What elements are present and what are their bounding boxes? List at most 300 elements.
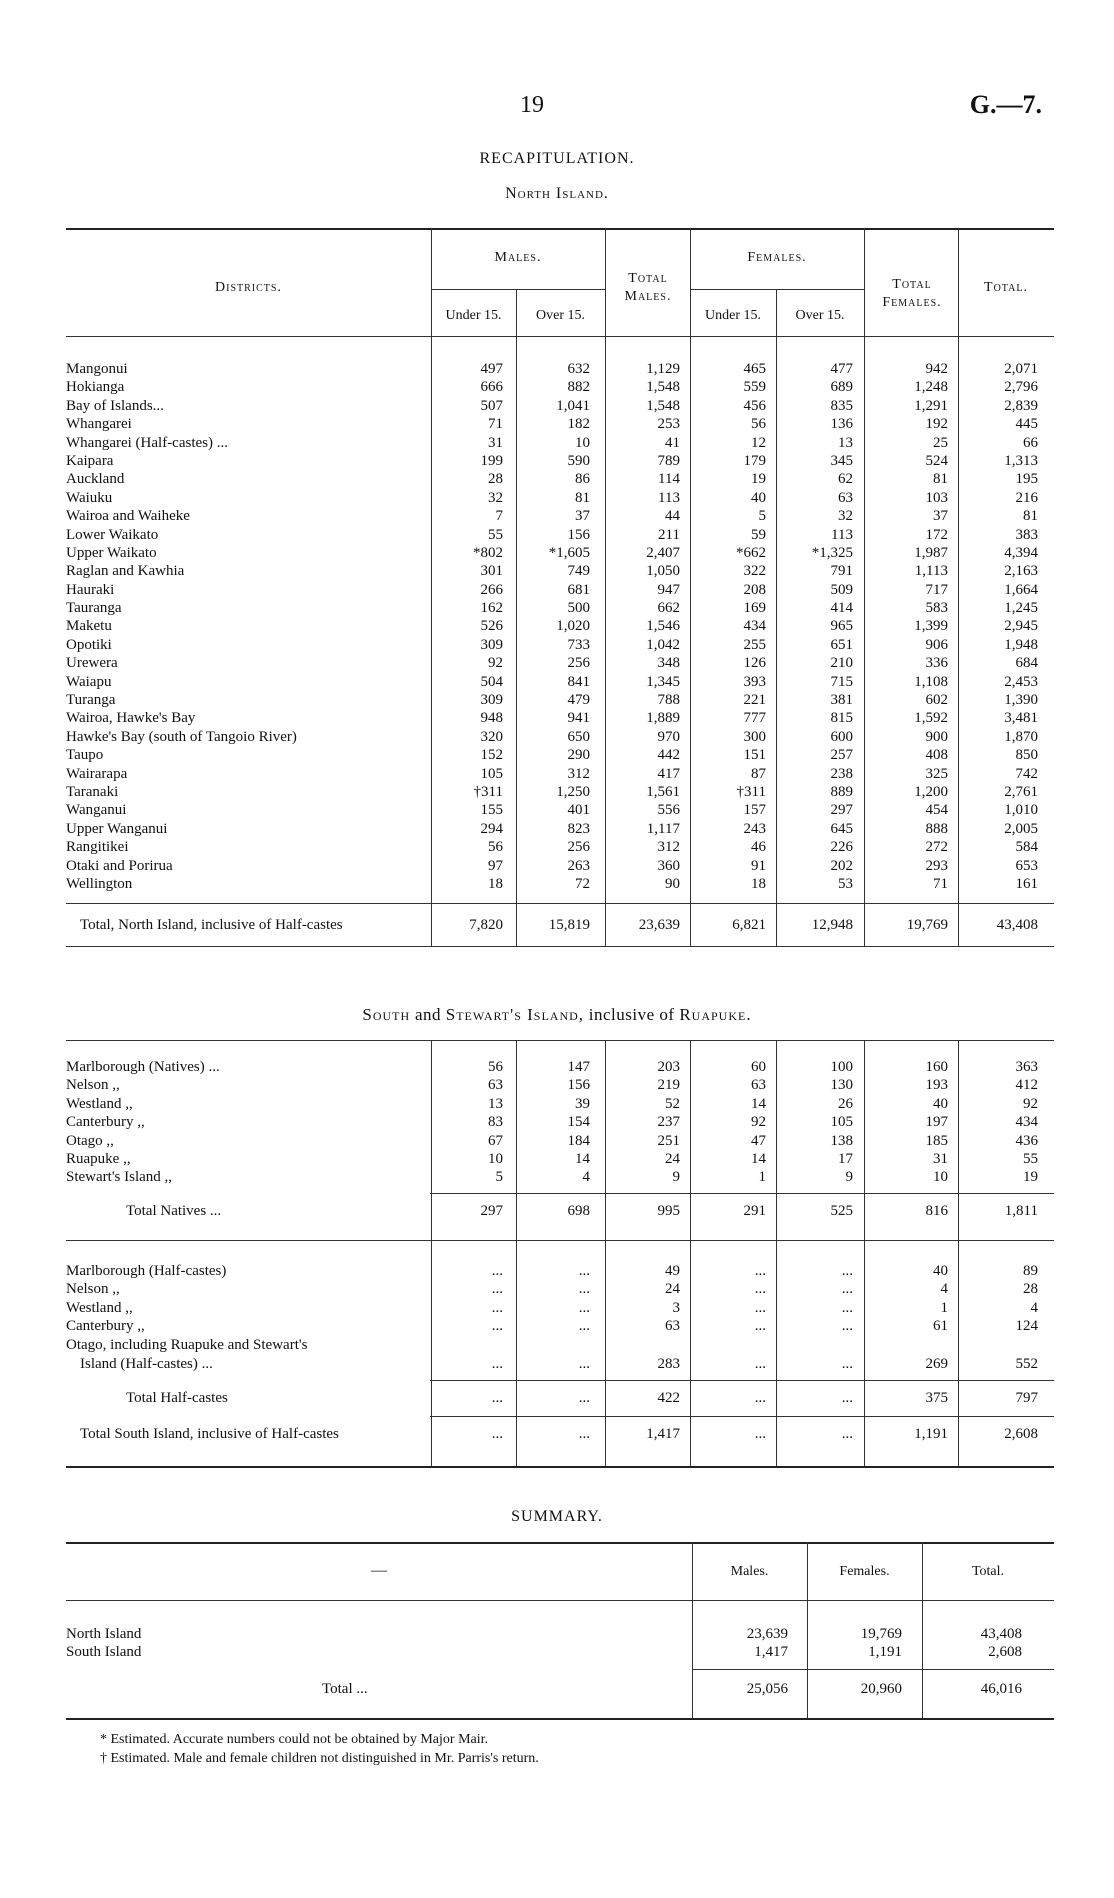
cell-total-males: 63 xyxy=(665,1318,680,1335)
row-label: Ruapuke ,, xyxy=(66,1150,131,1167)
females-under15-header: Under 15. xyxy=(705,308,761,323)
cell-males-over15: 841 xyxy=(567,673,590,690)
cell-females-under15: 255 xyxy=(743,636,766,653)
table-row xyxy=(66,1280,1054,1298)
summary-rows xyxy=(66,1625,1054,1662)
summary-cell: 25,056 xyxy=(746,1681,788,1697)
cell-males-over15: 72 xyxy=(575,875,590,892)
cell-males-over15: 37 xyxy=(575,508,590,525)
cell-total-females: 602 xyxy=(925,692,948,709)
total-natives-row xyxy=(66,1202,1054,1224)
row-label: Nelson ,, xyxy=(66,1281,120,1298)
half-total-rule xyxy=(430,1380,1054,1381)
cell-total: 2,945 xyxy=(1004,618,1038,635)
cell-total-males: 3 xyxy=(672,1299,680,1316)
otago-half-caste-row xyxy=(66,1355,1054,1373)
cell-males-under15: ... xyxy=(491,1263,503,1279)
cell-total-females: 942 xyxy=(925,361,948,377)
row-label: Waiapu xyxy=(66,673,112,690)
cell-total-females: 40 xyxy=(933,1095,948,1112)
cell-females-under15: 777 xyxy=(743,710,766,727)
cell-total-males: 417 xyxy=(657,765,680,782)
cell-total-males: 947 xyxy=(657,581,680,598)
cell-males-under15: ... xyxy=(491,1426,503,1442)
cell-males-over15: 4 xyxy=(582,1169,590,1186)
cell-total-males: 312 xyxy=(657,839,680,856)
cell-males-over15: 823 xyxy=(567,820,590,837)
cell-total: 195 xyxy=(1015,471,1038,488)
cell-females-over15: 130 xyxy=(830,1077,853,1094)
cell-total-males: 360 xyxy=(657,857,680,874)
row-label: Auckland xyxy=(66,471,125,488)
cell-females-over15: 113 xyxy=(831,526,853,543)
cell-males-under15: ... xyxy=(491,1390,503,1406)
cell-males-under15: 504 xyxy=(480,673,503,690)
row-label: Upper Waikato xyxy=(66,544,157,561)
table-row xyxy=(66,470,1054,488)
row-label: Westland ,, xyxy=(66,1095,133,1112)
cell-total-males: 90 xyxy=(665,875,680,892)
cell-males-under15: 7,820 xyxy=(469,917,503,933)
otago-half-line1: Otago, including Ruapuke and Stewart's xyxy=(66,1337,308,1353)
table-row xyxy=(66,1132,1054,1150)
cell-females-under15: 14 xyxy=(751,1095,766,1112)
row-label: Taupo xyxy=(66,747,104,764)
north-total-rule xyxy=(66,903,1054,904)
row-label: Otaki and Porirua xyxy=(66,857,173,874)
table-row xyxy=(66,1076,1054,1094)
row-label: Hokianga xyxy=(66,379,125,396)
cell-total-males: 1,117 xyxy=(646,820,680,837)
cell-females-over15: 525 xyxy=(830,1203,853,1219)
cell-total: 1,870 xyxy=(1004,728,1038,745)
cell-males-over15: 290 xyxy=(567,747,590,764)
cell-females-over15: 600 xyxy=(830,728,853,745)
cell-total: 89 xyxy=(1023,1263,1038,1279)
cell-males-over15: 941 xyxy=(567,710,590,727)
cell-males-under15: 32 xyxy=(488,489,503,506)
cell-males-under15: 199 xyxy=(480,452,503,469)
cell-males-over15: 733 xyxy=(567,636,590,653)
table-row xyxy=(66,507,1054,525)
summary-cell: 43,408 xyxy=(980,1626,1022,1642)
footnote-estimated: * Estimated. Accurate numbers could not be obtained by Major Mair. xyxy=(100,1732,489,1747)
cell-total-males: 1,889 xyxy=(646,710,680,727)
summary-cell: 23,639 xyxy=(746,1626,788,1642)
cell-total-females: 1 xyxy=(940,1299,948,1316)
cell-females-under15: 87 xyxy=(751,765,766,782)
cell-total: 1,664 xyxy=(1004,581,1038,598)
table-row xyxy=(66,838,1054,856)
cell-males-under15: 497 xyxy=(480,361,503,377)
cell-total-females: 1,987 xyxy=(914,544,948,561)
row-label: Total Natives ... xyxy=(126,1203,222,1219)
cell-total-males: 1,548 xyxy=(646,397,680,414)
cell-females-over15: 715 xyxy=(830,673,853,690)
south-island-heading: South and Stewart's Island, inclusive of Ruapuke. xyxy=(362,1005,752,1024)
cell-total-males: 24 xyxy=(665,1281,680,1298)
cell-males-over15: ... xyxy=(578,1356,590,1372)
table-row xyxy=(66,1150,1054,1168)
cell-total-females: 192 xyxy=(925,416,948,433)
cell-females-under15: 179 xyxy=(743,452,766,469)
cell-males-under15: 162 xyxy=(480,600,503,617)
table-row xyxy=(66,1389,1054,1407)
cell-females-under15: ... xyxy=(754,1390,766,1406)
table-row xyxy=(66,1168,1054,1186)
cell-males-over15: 263 xyxy=(567,857,590,874)
summary-top-rule xyxy=(66,1542,1054,1544)
cell-males-over15: ... xyxy=(578,1318,590,1335)
table-row xyxy=(66,709,1054,727)
cell-males-over15: 1,041 xyxy=(556,397,590,414)
cell-total: 552 xyxy=(1015,1356,1038,1372)
cell-females-over15: 414 xyxy=(830,600,853,617)
cell-males-over15: *1,605 xyxy=(548,544,590,561)
cell-females-under15: ... xyxy=(754,1281,766,1298)
cell-total-females: 1,191 xyxy=(914,1426,948,1442)
cell-total-males: 251 xyxy=(657,1132,680,1149)
total-half-castes-row xyxy=(66,1389,1054,1411)
cell-total: 684 xyxy=(1015,655,1038,672)
cell-males-under15: ... xyxy=(491,1299,503,1316)
cell-females-over15: 26 xyxy=(838,1095,853,1112)
cell-total-females: 1,108 xyxy=(914,673,948,690)
cell-males-over15: 14 xyxy=(575,1150,590,1167)
cell-males-under15: 152 xyxy=(480,747,503,764)
cell-total-males: 662 xyxy=(657,600,680,617)
cell-males-over15: ... xyxy=(578,1426,590,1442)
table-row xyxy=(66,526,1054,544)
table-row xyxy=(66,1425,1054,1443)
cell-total-females: 172 xyxy=(925,526,948,543)
summary-dash: — xyxy=(371,1562,387,1579)
cell-males-over15: ... xyxy=(578,1281,590,1298)
cell-females-over15: 509 xyxy=(830,581,853,598)
cell-total-males: 1,548 xyxy=(646,379,680,396)
cell-males-over15: ... xyxy=(578,1299,590,1316)
males-sub-rule xyxy=(431,289,605,290)
table-row xyxy=(66,783,1054,801)
cell-females-over15: 202 xyxy=(830,857,853,874)
cell-females-over15: ... xyxy=(841,1318,853,1335)
summary-row xyxy=(66,1625,1054,1643)
cell-total: 2,608 xyxy=(1004,1426,1038,1442)
cell-males-over15: 650 xyxy=(567,728,590,745)
cell-females-under15: 393 xyxy=(743,673,766,690)
table-row xyxy=(66,599,1054,617)
cell-total: 3,481 xyxy=(1004,710,1038,727)
cell-total-females: 160 xyxy=(925,1059,948,1075)
row-label: Wanganui xyxy=(66,802,127,819)
row-label: Maketu xyxy=(66,618,112,635)
cell-females-under15: 92 xyxy=(751,1114,766,1131)
cell-females-over15: 53 xyxy=(838,875,853,892)
cell-total: 1,245 xyxy=(1004,600,1038,617)
cell-males-under15: 309 xyxy=(480,636,503,653)
north-bottom-rule xyxy=(66,946,1054,947)
cell-total-males: 422 xyxy=(657,1390,680,1406)
cell-total-females: 81 xyxy=(933,471,948,488)
summary-row-label: South Island xyxy=(66,1644,142,1661)
cell-males-over15: 1,250 xyxy=(556,783,590,800)
table-row xyxy=(66,765,1054,783)
cell-males-under15: 294 xyxy=(480,820,503,837)
cell-females-over15: ... xyxy=(841,1263,853,1279)
cell-total: 2,453 xyxy=(1004,673,1038,690)
cell-total-males: 1,050 xyxy=(646,563,680,580)
cell-males-over15: 256 xyxy=(567,839,590,856)
cell-total: 2,005 xyxy=(1004,820,1038,837)
summary-cell: 1,191 xyxy=(868,1644,902,1661)
cell-total-males: 41 xyxy=(665,434,680,451)
natives-total-rule xyxy=(430,1193,1054,1194)
row-label: Lower Waikato xyxy=(66,526,159,543)
row-label: Rangitikei xyxy=(66,839,129,856)
cell-males-over15: 749 xyxy=(567,563,590,580)
row-label: Wairoa and Waiheke xyxy=(66,508,190,525)
cell-total: 2,761 xyxy=(1004,783,1038,800)
cell-females-under15: 14 xyxy=(751,1150,766,1167)
table-row xyxy=(66,1299,1054,1317)
table-row xyxy=(66,452,1054,470)
table-row xyxy=(66,1113,1054,1131)
cell-females-over15: 297 xyxy=(830,802,853,819)
row-label: Bay of Islands... xyxy=(66,397,164,414)
summary-cell: 19,769 xyxy=(860,1626,902,1642)
cell-total-females: 583 xyxy=(925,600,948,617)
row-label: Whangarei xyxy=(66,416,132,433)
row-label: Raglan and Kawhia xyxy=(66,563,185,580)
north-island-rows xyxy=(66,360,1054,893)
males-under15-header: Under 15. xyxy=(445,308,502,323)
summary-cell: 2,608 xyxy=(988,1644,1022,1661)
summary-header-rule xyxy=(66,1600,1054,1601)
cell-males-over15: 156 xyxy=(567,1077,590,1094)
summary-females-header: Females. xyxy=(839,1564,890,1579)
cell-females-over15: 345 xyxy=(830,452,853,469)
row-label: Canterbury ,, xyxy=(66,1318,145,1335)
cell-total-males: 44 xyxy=(665,508,680,525)
cell-males-under15: *802 xyxy=(473,544,503,561)
cell-males-under15: 5 xyxy=(495,1169,503,1186)
row-label: Total Half-castes xyxy=(126,1390,228,1406)
cell-total: 412 xyxy=(1015,1077,1038,1094)
north-island-heading: North Island. xyxy=(505,185,609,202)
cell-total-females: 375 xyxy=(925,1390,948,1406)
cell-total-females: 25 xyxy=(933,434,948,451)
cell-males-under15: 666 xyxy=(480,379,503,396)
row-label: Marlborough (Half-castes) xyxy=(66,1263,227,1279)
cell-total: 363 xyxy=(1015,1059,1038,1075)
cell-females-under15: ... xyxy=(754,1299,766,1316)
row-label: Hauraki xyxy=(66,581,115,598)
cell-females-under15: 151 xyxy=(743,747,766,764)
table-row xyxy=(66,691,1054,709)
cell-males-under15: 28 xyxy=(488,471,503,488)
cell-total-males: 23,639 xyxy=(638,917,680,933)
cell-females-under15: 126 xyxy=(743,655,766,672)
cell-females-under15: 12 xyxy=(751,434,766,451)
cell-total-females: 61 xyxy=(933,1318,948,1335)
row-label: Taranaki xyxy=(66,783,119,800)
cell-males-under15: 155 xyxy=(480,802,503,819)
cell-total-males: 113 xyxy=(658,489,680,506)
cell-females-over15: ... xyxy=(841,1356,853,1372)
cell-females-under15: 221 xyxy=(743,692,766,709)
cell-total-females: 1,113 xyxy=(914,563,948,580)
cell-total-males: 348 xyxy=(657,655,680,672)
cell-total: 797 xyxy=(1015,1390,1038,1406)
cell-females-under15: ... xyxy=(754,1318,766,1335)
cell-females-under15: 18 xyxy=(751,875,766,892)
cell-total: 2,071 xyxy=(1004,361,1038,377)
cell-males-under15: 301 xyxy=(480,563,503,580)
cell-females-under15: 157 xyxy=(743,802,766,819)
cell-total-females: 185 xyxy=(925,1132,948,1149)
cell-total: 434 xyxy=(1015,1114,1038,1131)
cell-total-females: 717 xyxy=(925,581,948,598)
cell-total-males: 237 xyxy=(657,1114,680,1131)
cell-total-females: 900 xyxy=(925,728,948,745)
cell-males-over15: 10 xyxy=(575,434,590,451)
cell-total: 66 xyxy=(1023,434,1038,451)
cell-males-over15: 81 xyxy=(575,489,590,506)
cell-total-females: 19,769 xyxy=(906,917,948,933)
cell-total-females: 1,291 xyxy=(914,397,948,414)
table-row xyxy=(66,378,1054,396)
cell-total-males: 114 xyxy=(658,471,680,488)
cell-males-over15: 1,020 xyxy=(556,618,590,635)
cell-total: 28 xyxy=(1023,1281,1038,1298)
cell-total: 43,408 xyxy=(996,917,1038,933)
cell-females-over15: 13 xyxy=(838,434,853,451)
table-row xyxy=(66,1095,1054,1113)
cell-total: 445 xyxy=(1015,416,1038,433)
cell-females-under15: 91 xyxy=(751,857,766,874)
cell-females-over15: 32 xyxy=(838,508,853,525)
cell-total-females: 31 xyxy=(933,1150,948,1167)
cell-females-under15: 46 xyxy=(751,839,766,856)
summary-total-row xyxy=(66,1680,1054,1702)
cell-total-females: 272 xyxy=(925,839,948,856)
cell-total-males: 2,407 xyxy=(646,544,680,561)
cell-total-males: 995 xyxy=(657,1203,680,1219)
table-row xyxy=(66,397,1054,415)
cell-total-males: 788 xyxy=(657,692,680,709)
cell-females-over15: 791 xyxy=(830,563,853,580)
cell-females-over15: 136 xyxy=(830,416,853,433)
males-over15-header: Over 15. xyxy=(536,308,585,323)
table-row xyxy=(66,489,1054,507)
row-label: Canterbury ,, xyxy=(66,1114,145,1131)
cell-females-over15: 651 xyxy=(830,636,853,653)
cell-total: 216 xyxy=(1015,489,1038,506)
cell-total: 1,390 xyxy=(1004,692,1038,709)
row-label: Mangonui xyxy=(66,361,128,377)
cell-males-under15: 10 xyxy=(488,1150,503,1167)
cell-females-under15: 456 xyxy=(743,397,766,414)
row-label: Hawke's Bay (south of Tangoio River) xyxy=(66,728,297,745)
cell-males-over15: 147 xyxy=(567,1059,590,1075)
table-row xyxy=(66,916,1054,934)
cell-males-under15: 56 xyxy=(488,1059,503,1075)
cell-males-under15: 63 xyxy=(488,1077,503,1094)
cell-females-under15: 59 xyxy=(751,526,766,543)
summary-cell: 46,016 xyxy=(980,1681,1022,1697)
females-sub-rule xyxy=(690,289,864,290)
cell-total: 4,394 xyxy=(1004,544,1038,561)
row-label: Urewera xyxy=(66,655,118,672)
table-row xyxy=(66,673,1054,691)
summary-males-header: Males. xyxy=(730,1564,769,1579)
cell-total-males: 52 xyxy=(665,1095,680,1112)
north-total-row xyxy=(66,916,1054,938)
cell-males-over15: 500 xyxy=(567,600,590,617)
cell-females-under15: 300 xyxy=(743,728,766,745)
cell-males-over15: 632 xyxy=(567,361,590,377)
cell-total-females: 269 xyxy=(925,1356,948,1372)
cell-total-females: 816 xyxy=(925,1203,948,1219)
cell-total: 850 xyxy=(1015,747,1038,764)
cell-total: 4 xyxy=(1030,1299,1038,1316)
cell-males-over15: 15,819 xyxy=(548,917,590,933)
cell-females-under15: 291 xyxy=(743,1203,766,1219)
cell-males-over15: 401 xyxy=(567,802,590,819)
cell-total: 2,796 xyxy=(1004,379,1038,396)
cell-males-under15: 83 xyxy=(488,1114,503,1131)
south-bottom-rule xyxy=(66,1466,1054,1468)
summary-row xyxy=(66,1643,1054,1661)
cell-males-under15: 7 xyxy=(495,508,503,525)
cell-males-over15: 590 xyxy=(567,452,590,469)
cell-females-under15: 434 xyxy=(743,618,766,635)
row-label: Opotiki xyxy=(66,636,112,653)
cell-total: 92 xyxy=(1023,1095,1038,1112)
cell-males-over15: 312 xyxy=(567,765,590,782)
cell-females-over15: *1,325 xyxy=(811,544,853,561)
row-label: Total South Island, inclusive of Half-castes xyxy=(80,1426,339,1442)
cell-females-under15: ... xyxy=(754,1356,766,1372)
row-label: Nelson ,, xyxy=(66,1077,120,1094)
cell-total-females: 293 xyxy=(925,857,948,874)
cell-males-under15: 92 xyxy=(488,655,503,672)
cell-females-over15: 17 xyxy=(838,1150,853,1167)
cell-males-under15: 948 xyxy=(480,710,503,727)
cell-males-over15: ... xyxy=(578,1390,590,1406)
row-label: Island (Half-castes) ... xyxy=(80,1356,213,1372)
table-row xyxy=(66,636,1054,654)
cell-females-over15: 381 xyxy=(830,692,853,709)
table-row xyxy=(66,1262,1054,1280)
summary-total-header: Total. xyxy=(971,1564,1005,1579)
cell-total: 161 xyxy=(1015,875,1038,892)
cell-males-over15: 256 xyxy=(567,655,590,672)
row-label: Wairarapa xyxy=(66,765,128,782)
cell-total: 124 xyxy=(1015,1318,1038,1335)
cell-total-males: 203 xyxy=(657,1059,680,1075)
cell-total-females: 193 xyxy=(925,1077,948,1094)
table-row xyxy=(66,562,1054,580)
cell-total-females: 1,248 xyxy=(914,379,948,396)
row-label: Westland ,, xyxy=(66,1299,133,1316)
cell-total-females: 524 xyxy=(925,452,948,469)
cell-females-over15: 138 xyxy=(830,1132,853,1149)
cell-total-females: 888 xyxy=(925,820,948,837)
cell-females-over15: 9 xyxy=(845,1169,853,1186)
table-row xyxy=(66,801,1054,819)
cell-total: 1,948 xyxy=(1004,636,1038,653)
